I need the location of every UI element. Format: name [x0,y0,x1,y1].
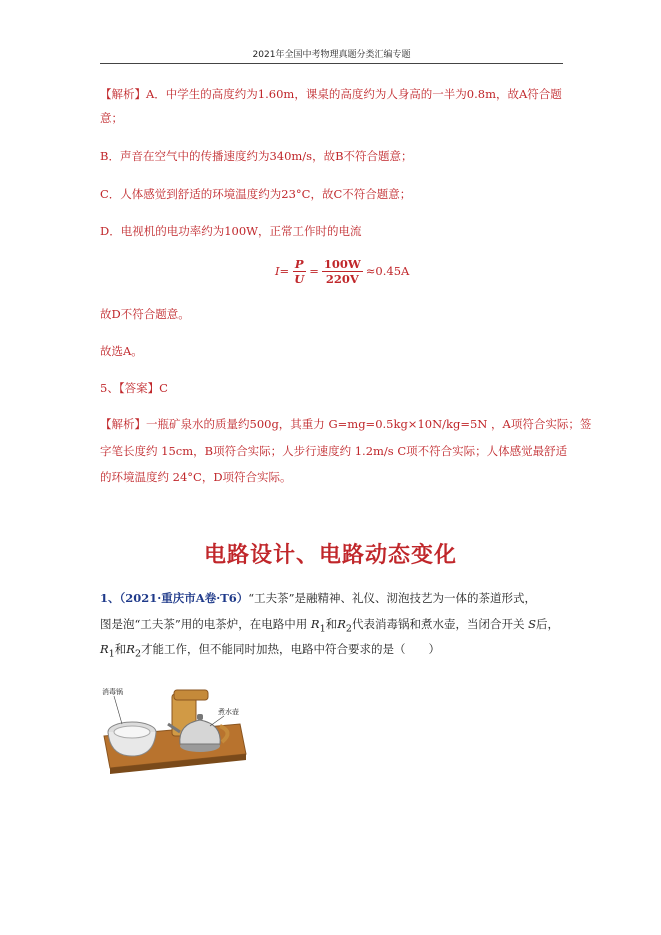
formula-lhs: I= [275,264,290,278]
question-line-3 [100,641,440,662]
page-header: 2021年全国中考物理真题分类汇编专题 [252,50,411,60]
question-line-1 [100,590,536,606]
question-source: （2021·重庆市A卷·T6） [119,591,249,605]
question-text: 才能工作，但不能同时加热，电路中符合要求的是（ ） [141,642,441,656]
formula-equals: = [309,264,319,278]
analysis-line-c: C．人体感觉到舒适的环境温度约为23°C，故C不符合题意； [100,187,412,201]
analysis-line-d: D．电视机的电功率约为100W，正常工作时的电流 [100,224,362,238]
analysis-line: 【解析】A．中学生的高度约为1.60m，课桌的高度约为人身高的一半为0.8m，故A符合题 [100,87,562,101]
formula-numerator: P [294,256,304,271]
formula-numerator-value: 100W [323,256,361,271]
question-text: 代表消毒锅和煮水壶，当闭合开关 [351,617,529,631]
formula-fraction-values [322,257,363,286]
formula-result: ≈0.45A [365,264,410,278]
question-line-2 [100,616,559,637]
analysis-line: 意； [100,111,123,125]
analysis-choose: 故选A。 [100,344,143,358]
question-text: 后， [536,617,560,631]
question-text: 和 [325,617,338,631]
resistor-r1-sub: 1 [108,648,115,660]
analysis5-line: 字笔长度约 15cm，B项符合实际；人步行速度约 1.2m/s C项不符合实际；人体感觉最舒适 [100,444,568,458]
section-title: 电路设计、电路动态变化 [203,543,457,568]
resistor-r1: R [310,617,320,631]
analysis-line-b: B．声音在空气中的传播速度约为340m/s，故B不符合题意； [100,149,413,163]
question-number: 1、 [100,591,120,605]
tea-stove-image [100,684,250,776]
current-formula [275,254,409,288]
formula-denominator-value: 220V [325,271,359,286]
question-text: 图是泡“工夫茶”用的电茶炉，在电路中用 [100,617,311,631]
answer-label: 5、【答案】C [100,381,168,395]
label-disinfection-pot: 消毒锅 [102,688,123,696]
question-text: 和 [114,642,127,656]
formula-denominator: U [294,271,305,286]
resistor-r2-sub: 2 [134,648,142,660]
resistor-r1-sub: 1 [319,623,326,635]
analysis5-line: 【解析】一瓶矿泉水的质量约500g，其重力 G=mg=0.5kg×10N/kg=5N ，A项符合实际；签 [100,417,592,431]
analysis5-line: 的环境温度约 24°C，D项符合实际。 [100,470,292,484]
label-kettle: 煮水壶 [218,708,239,716]
resistor-r1: R [100,642,109,656]
resistor-r2: R [337,617,346,631]
switch-symbol: S [528,617,537,631]
tea-stove-illustration [100,684,250,776]
question-text: “工夫茶”是融精神、礼仪、沏泡技艺为一体的茶道形式， [248,591,537,605]
resistor-r2: R [126,642,135,656]
formula-fraction-pu [292,257,306,286]
header-rule [100,63,563,64]
resistor-r2-sub: 2 [345,623,352,635]
analysis-line-d2: 故D不符合题意。 [100,307,190,321]
